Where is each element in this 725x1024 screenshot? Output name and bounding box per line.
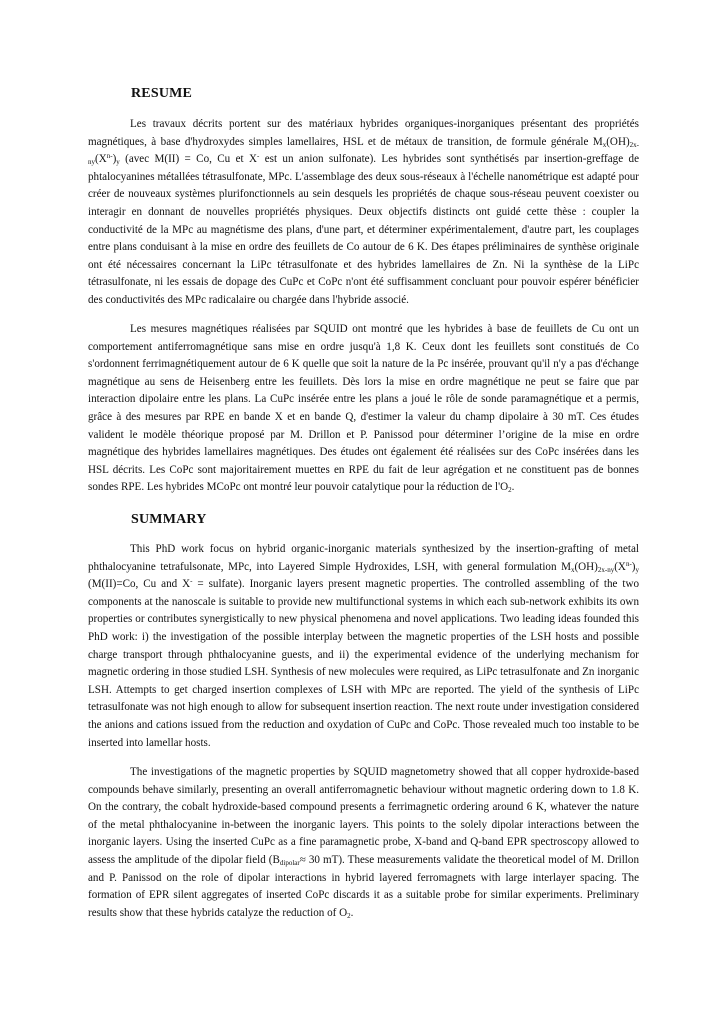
summary-p1-text-c: = sulfate). Inorganic layers present magnetic properties. The controlled assembling of the two components at the nanoscale is suitable to provide new multifunctional systems in which each sub-network exhibits its own properties or contributes synergistically to new physical phenomena and novel applications. Two leading ideas founded this PhD work: i) the investigation of the possible interplay between the magnetic properties of the LSH hosts and possible charge transport through phthalocyanine guests, and ii) the experimental evidence of the underlying mechanism for magnetic ordering in those studied LSH. Synthesis of new molecules were required, as LiPc tetrasulfonate and Zn inorganic LSH. Attempts to get charged insertion complexes of LSH with MPc are reported. The yield of the synthesis of LiPc tetrasulfonate was not high enough to allow for subsequent insertion reaction. The next route under investigation considered the anions and cations issued from the reduction and oxydation of CuPc and CoPc. Those revealed much too instable to be inserted into lamellar hosts. <box>88 578 639 749</box>
formula-sup-n: n- <box>625 559 632 568</box>
resume-heading: RESUME <box>131 86 193 101</box>
resume-p2-text-b: . <box>511 481 515 494</box>
o2-subscript: 2 <box>347 911 351 920</box>
resume-p2-text-a: Les mesures magnétiques réalisées par SQUID ont montré que les hybrides à base de feuillets de Cu ont un comportement antiferromagnétique sans mise en ordre jusqu'à 1,8 K. Ceux dont les feuillets sont constitués de Co s'ordonnent ferrimagnétiquement autour de 6 K quelle que soit la nature de la Pc insérée, prouvant qu'il n'y a pas d'échange magnétique au sens de Heisenberg entre les feuillets. Dès lors la mise en ordre magnétique ne peut se faire que par interaction dipolaire entre les plans. La CuPc insérée entre les plans a joué le rôle de sonde paramagnétique et a permis, grâce à des mesures par RPE en bande X et en bande Q, d'estimer la valeur du champ dipolaire à 30 mT. Ces études valident le modèle théorique proposé par M. Drillon et P. Panissod pour déterminer l’origine de la mise en ordre magnétique des hybrides lamellaires magnétiques. Des études ont également été réalisées sur des CoPc insérées dans les HSL décrits. Les CoPc sont majoritairement muettes en RPE du fait de leur agrégation et ne constituent pas de bonnes sondes RPE. Les hybrides MCoPc ont montré leur pouvoir catalytique pour la réduction de l'O <box>88 323 639 494</box>
formula-sub-2x-ny: 2x-ny <box>597 565 615 574</box>
summary-p2-text-c: . <box>350 906 354 919</box>
formula-sub-x: x <box>602 140 607 149</box>
formula-close: ) <box>112 153 117 166</box>
formula-sub-y: y <box>116 158 120 167</box>
formula-sub-2x-ny: 2x-ny <box>88 140 639 167</box>
summary-p2-text-b: ≈ 30 mT). These measurements validate the theoretical model of M. Drillon and P. Panissod on the role of dipolar interactions in hybrid layered ferromagnets with large interlayer spacing. The formation of EPR silent aggregates of inserted CoPc discards it as a suitable probe for similar experiments. Preliminary results show that these hybrids catalyze the reduction of O <box>88 853 639 919</box>
formula-x-anion: (X <box>614 560 626 573</box>
formula-oh: (OH) <box>574 560 598 573</box>
summary-paragraph-2 <box>88 764 639 922</box>
formula-sub-y: y <box>635 565 639 574</box>
resume-p1-text-c: est un anion sulfonate). Les hybrides sont synthétisés par insertion-greffage de phtalocyanines métallées tétrasulfonate, MPc. L'assemblage des deux sous-réseaux à l'échelle nanométrique est adapté pour créer de nouveaux systèmes plurifonctionnels au sein desquels les propriétés de chaque sous-réseau peuvent coexister ou interagir en donnant de nouvelles propriétés physiques. Deux objectifs distincts ont guidé cette thèse : coupler la conductivité de la MPc au magnétisme des plans, d'une part, et déterminer expérimentalement, d'autre part, les couplages entre plans conduisant à la mise en ordre des feuillets de Co autour de 6 K. Des étapes préliminaires de synthèse originale ont été nécessaires concernant la LiPc tétrasulfonate et des hybrides lamellaires de Zn. Ni la synthèse de la LiPc tétrasulfonate, ni les essais de dopage des CuPc et CoPc n'ont été suffisamment concluant pour pouvoir espérer bénéficier des conductivités des MPc radicalaire ou chargée dans l'hybride associé. <box>88 153 639 306</box>
resume-paragraph-2 <box>88 321 639 497</box>
formula-sup-minus: - <box>257 152 260 161</box>
summary-p2-text-a: The investigations of the magnetic properties by SQUID magnetometry showed that all copper hydroxide-based compounds behave similarly, presenting an overall antiferromagnetic behaviour without magnetic ordering down to 1.8 K. On the contrary, the cobalt hydroxide-based compound presents a ferrimagnetic ordering around 6 K, whatever the nature of the metal phthalocyanine in-between the inorganic layers. This points to the solely dipolar interactions between the inorganic layers. Using the inserted CuPc as a fine paramagnetic probe, X-band and Q-band EPR spectroscopy allowed to assess the amplitude of the dipolar field (B <box>88 766 639 866</box>
o2-subscript: 2 <box>508 486 512 495</box>
resume-p1-text-b: (avec M(II) = Co, Cu et X <box>119 153 257 166</box>
summary-p1-text-b: (M(II)=Co, Cu and X <box>88 578 191 591</box>
summary-p1-text-a: This PhD work focus on hybrid organic-inorganic materials synthesized by the insertion-grafting of metal phthalocyanine tetrafulsonate, MPc, into Layered Simple Hydroxides, LSH, with general formulation M <box>88 543 639 573</box>
formula-sup-n: n- <box>106 152 113 161</box>
formula-sub-x: x <box>570 565 575 574</box>
summary-paragraph-1 <box>88 541 639 752</box>
formula-close: ) <box>631 560 636 573</box>
summary-heading: SUMMARY <box>131 512 207 527</box>
formula-x-anion: (X <box>95 153 107 166</box>
dipolar-subscript: dipolar <box>279 858 300 867</box>
formula-sup-minus: - <box>190 577 193 586</box>
resume-p1-text-a: Les travaux décrits portent sur des matériaux hybrides organiques-inorganiques présentant des propriétés magnétiques, à base d'hydroxydes simples lamellaires, HSL et de métaux de transition, de formule générale M <box>88 118 639 148</box>
resume-paragraph-1 <box>88 116 639 310</box>
formula-oh: (OH) <box>606 135 630 148</box>
